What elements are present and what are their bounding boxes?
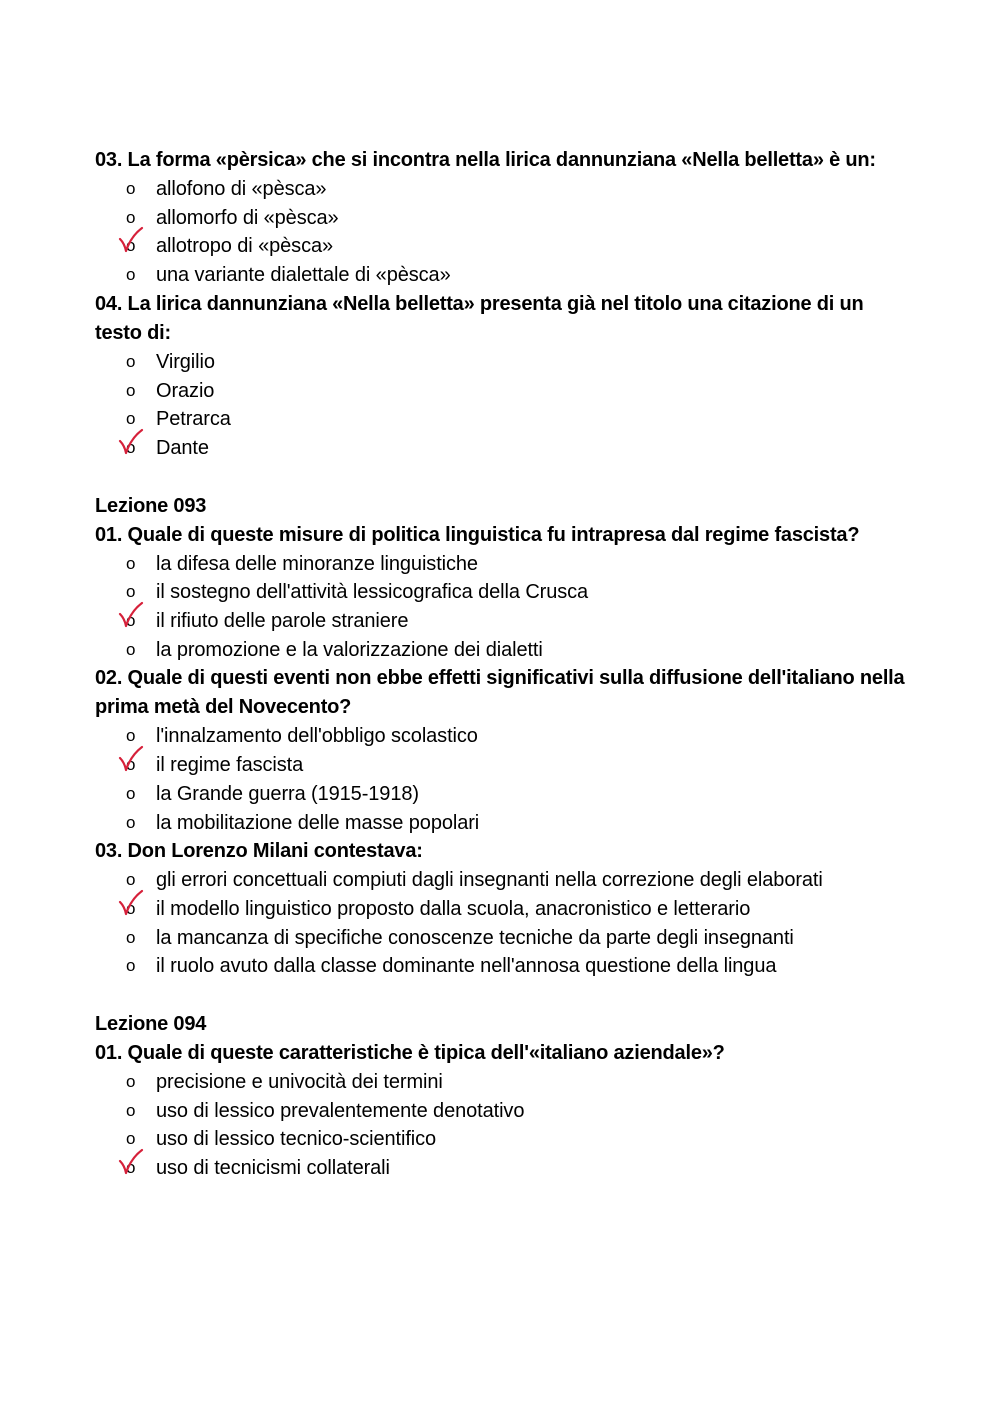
answer-option <box>95 377 915 406</box>
answer-option <box>95 1154 915 1183</box>
lesson-title: Lezione 094 <box>95 1013 207 1036</box>
red-checkmark-icon <box>118 603 144 629</box>
option-label: precisione e univocità dei termini <box>156 1071 443 1094</box>
option-label: allotropo di «pèsca» <box>156 235 334 258</box>
bullet-icon: o <box>126 726 136 746</box>
option-label: uso di tecnicismi collaterali <box>156 1157 390 1180</box>
question-text: 01. Quale di queste caratteristiche è tipica dell'«italiano aziendale»? <box>95 1042 725 1065</box>
lesson-section <box>95 1010 915 1183</box>
option-label: la mobilitazione delle masse popolari <box>156 811 480 834</box>
bullet-icon: o <box>126 639 136 659</box>
answer-option <box>95 175 915 204</box>
option-label: la Grande guerra (1915-1918) <box>156 782 419 805</box>
bullet-icon: o <box>126 755 136 775</box>
answer-option <box>95 1097 915 1126</box>
option-label: uso di lessico prevalentemente denotativo <box>156 1099 525 1122</box>
answer-option <box>95 232 915 261</box>
answer-option <box>95 261 915 290</box>
bullet-icon: o <box>126 582 136 602</box>
question-text: 03. Don Lorenzo Milani contestava: <box>95 840 423 863</box>
answer-option <box>95 780 915 809</box>
option-label: gli errori concettuali compiuti dagli insegnanti nella correzione degli elaborati <box>156 869 823 892</box>
bullet-icon: o <box>126 553 136 573</box>
option-label: l'innalzamento dell'obbligo scolastico <box>156 725 478 748</box>
option-label: la mancanza di specifiche conoscenze tecniche da parte degli insegnanti <box>156 926 794 949</box>
option-label: il ruolo avuto dalla classe dominante nell'annosa questione della lingua <box>156 955 777 978</box>
bullet-icon: o <box>126 956 136 976</box>
question-text: 03. La forma «pèrsica» che si incontra nella lirica dannunziana «Nella belletta» è un: <box>95 149 876 171</box>
answer-option <box>95 434 915 463</box>
option-label: il modello linguistico proposto dalla scuola, anacronistico e letterario <box>156 897 751 920</box>
bullet-icon: o <box>126 409 136 429</box>
lesson-section <box>95 492 915 981</box>
option-label: uso di lessico tecnico-scientifico <box>156 1128 437 1151</box>
bullet-icon: o <box>126 380 136 400</box>
bullet-icon: o <box>126 1158 136 1178</box>
question-text: 04. La lirica dannunziana «Nella belletta» presenta già nel titolo una citazione di un testo di: <box>95 292 864 344</box>
option-label: allomorfo di «pèsca» <box>156 206 339 229</box>
bullet-icon: o <box>126 1100 136 1120</box>
answer-option <box>95 636 915 665</box>
question-text: 01. Quale di queste misure di politica linguistica fu intrapresa dal regime fascista? <box>95 523 860 546</box>
answer-option <box>95 866 915 895</box>
red-checkmark-icon <box>118 430 144 456</box>
option-label: il sostegno dell'attività lessicografica della Crusca <box>156 581 589 604</box>
bullet-icon: o <box>126 207 136 227</box>
answer-option <box>95 607 915 636</box>
answer-option <box>95 204 915 233</box>
option-label: il regime fascista <box>156 754 304 777</box>
answer-option <box>95 348 915 377</box>
answer-options <box>95 1068 915 1183</box>
answer-option <box>95 550 915 579</box>
bullet-icon: o <box>126 1129 136 1149</box>
bullet-icon: o <box>126 611 136 631</box>
answer-option <box>95 809 915 838</box>
option-label: Orazio <box>156 379 215 402</box>
red-checkmark-icon <box>118 1150 144 1176</box>
bullet-icon: o <box>126 351 136 371</box>
answer-option <box>95 1068 915 1097</box>
bullet-icon: o <box>126 812 136 832</box>
answer-option <box>95 405 915 434</box>
answer-option <box>95 578 915 607</box>
red-checkmark-icon <box>118 891 144 917</box>
bullet-icon: o <box>126 437 136 457</box>
red-checkmark-icon <box>118 228 144 254</box>
answer-options <box>95 866 915 981</box>
option-label: la difesa delle minoranze linguistiche <box>156 552 478 575</box>
bullet-icon: o <box>126 870 136 890</box>
bullet-icon: o <box>126 236 136 256</box>
bullet-icon: o <box>126 1072 136 1092</box>
answer-options <box>95 175 915 290</box>
option-label: Petrarca <box>156 408 231 431</box>
question-text: 02. Quale di questi eventi non ebbe effetti significativi sulla diffusione dell'italiano nella prima metà del Novecento? <box>95 667 905 719</box>
answer-option <box>95 751 915 780</box>
answer-options <box>95 348 915 463</box>
lesson-section <box>95 146 915 463</box>
document-page <box>95 146 915 1183</box>
answer-option <box>95 895 915 924</box>
bullet-icon: o <box>126 898 136 918</box>
answer-option <box>95 1125 915 1154</box>
bullet-icon: o <box>126 179 136 198</box>
answer-options <box>95 550 915 665</box>
bullet-icon: o <box>126 783 136 803</box>
bullet-icon: o <box>126 265 136 285</box>
section-spacer <box>95 463 915 492</box>
option-label: il rifiuto delle parole straniere <box>156 610 409 633</box>
answer-option <box>95 924 915 953</box>
option-label: Virgilio <box>156 350 215 373</box>
red-checkmark-icon <box>118 747 144 773</box>
bullet-icon: o <box>126 927 136 947</box>
option-label: allofono di «pèsca» <box>156 178 327 200</box>
answer-options <box>95 722 915 837</box>
lesson-title: Lezione 093 <box>95 494 207 517</box>
answer-option <box>95 722 915 751</box>
answer-option <box>95 952 915 981</box>
section-spacer <box>95 981 915 1010</box>
option-label: una variante dialettale di «pèsca» <box>156 264 451 287</box>
option-label: la promozione e la valorizzazione dei dialetti <box>156 638 543 661</box>
option-label: Dante <box>156 436 209 459</box>
